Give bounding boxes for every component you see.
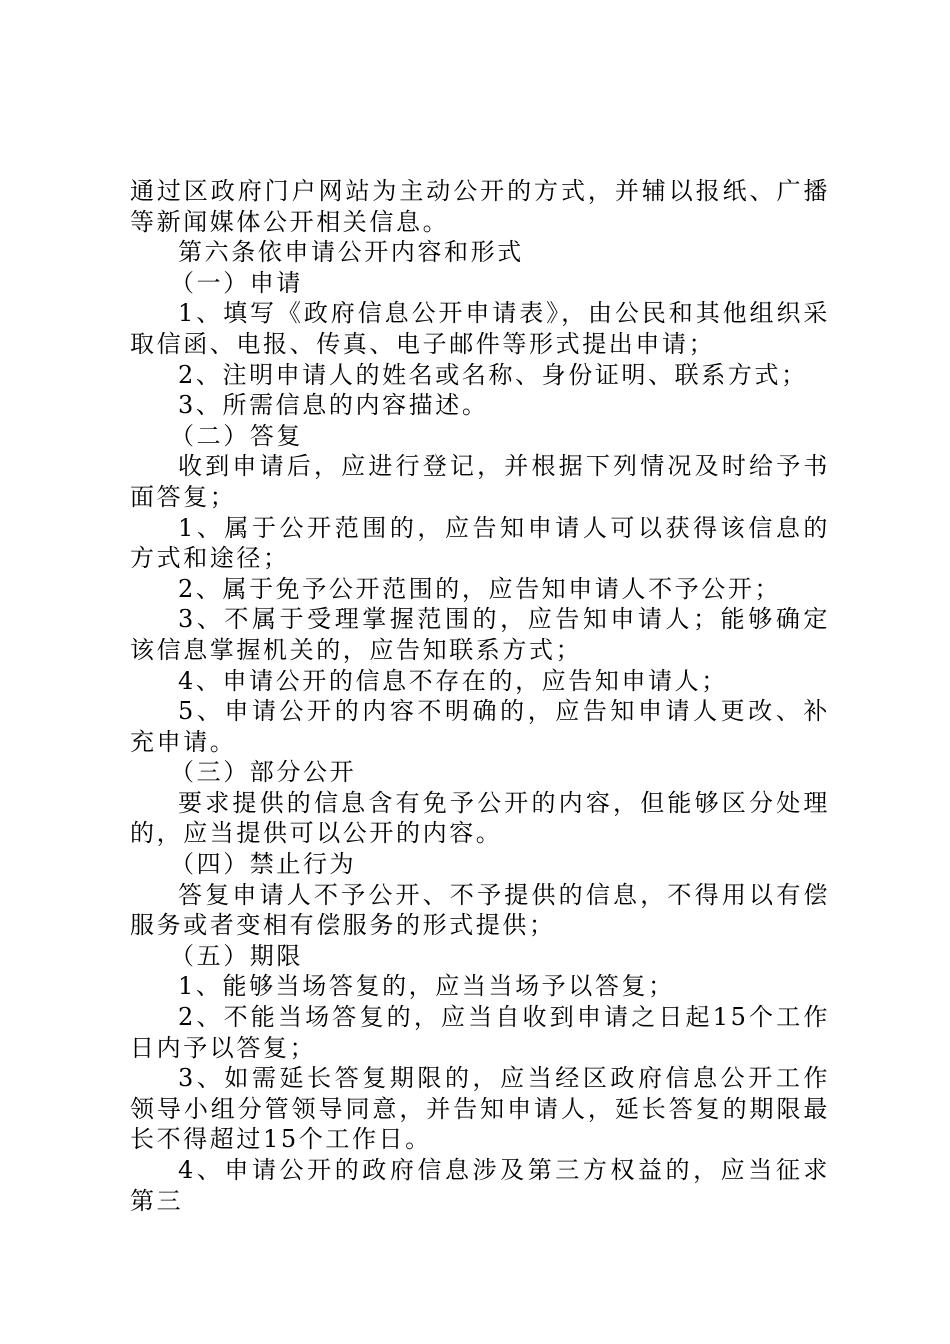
paragraph: 要求提供的信息含有免予公开的内容，但能够区分处理的，应当提供可以公开的内容。	[130, 788, 830, 848]
paragraph: 3、不属于受理掌握范围的，应告知申请人；能够确定该信息掌握机关的，应告知联系方式；	[130, 605, 830, 664]
subsection-heading: （一）申请	[170, 268, 303, 297]
paragraph: 2、注明申请人的姓名或名称、身份证明、联系方式；	[178, 360, 808, 389]
paragraph: 2、不能当场答复的，应当自收到申请之日起15个工作日内予以答复；	[130, 1003, 830, 1062]
subsection-heading: （三）部分公开	[170, 758, 357, 787]
document-body	[130, 176, 830, 1216]
paragraph: 4、申请公开的政府信息涉及第三方权益的，应当征求第三	[130, 1156, 830, 1215]
paragraph: 收到申请后，应进行登记，并根据下列情况及时给予书面答复；	[130, 452, 830, 511]
paragraph: 1、属于公开范围的，应告知申请人可以获得该信息的方式和途径；	[130, 513, 830, 573]
section-heading: 第六条依申请公开内容和形式	[178, 238, 524, 267]
paragraph: 5、申请公开的内容不明确的，应告知申请人更改、补充申请。	[130, 697, 830, 756]
paragraph: 3、如需延长答复期限的，应当经区政府信息公开工作领导小组分管领导同意，并告知申请人，延长答复的期限最长不得超过15个工作日。	[130, 1064, 830, 1154]
paragraph: 3、所需信息的内容描述。	[178, 391, 489, 420]
subsection-heading: （五）期限	[170, 941, 303, 970]
paragraph: 1、能够当场答复的，应当当场予以答复；	[178, 972, 675, 1001]
subsection-heading: （四）禁止行为	[170, 850, 357, 879]
paragraph: 2、属于免予公开范围的，应告知申请人不予公开；	[178, 574, 782, 603]
paragraph: 通过区政府门户网站为主动公开的方式，并辅以报纸、广播等新闻媒体公开相关信息。	[130, 177, 830, 236]
subsection-heading: （二）答复	[170, 421, 303, 450]
paragraph: 1、填写《政府信息公开申请表》，由公民和其他组织采取信函、电报、传真、电子邮件等形式提出申请；	[130, 299, 830, 358]
paragraph: 4、申请公开的信息不存在的，应告知申请人；	[178, 666, 728, 695]
paragraph: 答复申请人不予公开、不予提供的信息，不得用以有偿服务或者变相有偿服务的形式提供；	[130, 880, 830, 940]
